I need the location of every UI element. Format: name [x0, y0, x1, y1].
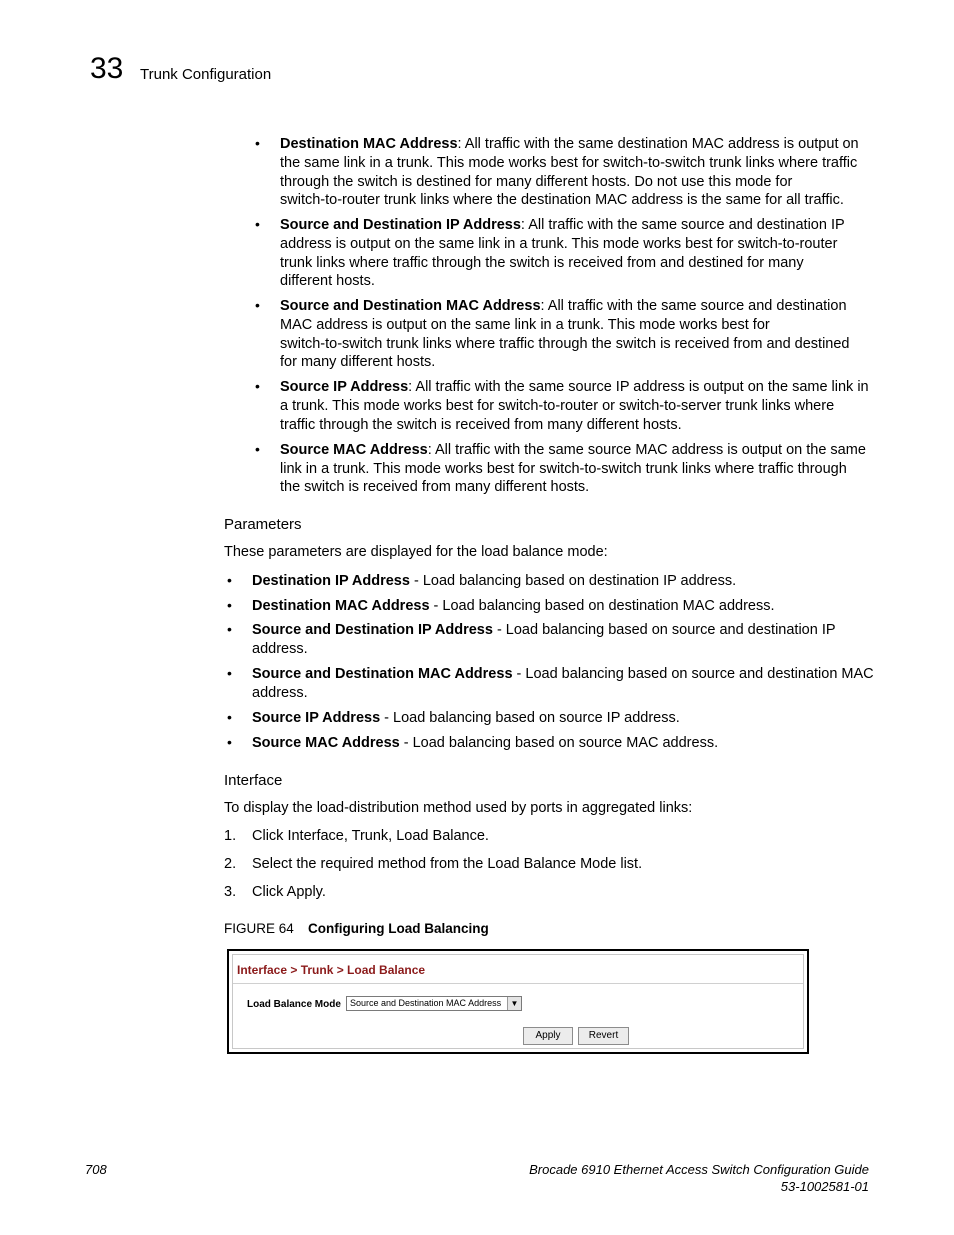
load-balance-panel: [232, 954, 804, 1049]
divider: [233, 983, 803, 984]
apply-button[interactable]: Apply: [523, 1027, 573, 1045]
bullet-dot: •: [255, 297, 260, 313]
text-line: traffic through the switch is received from many different hosts.: [280, 417, 682, 433]
chapter-title: Trunk Configuration: [140, 66, 272, 83]
figure-label: FIGURE 64: [224, 921, 294, 936]
step-text: Click Apply.: [252, 884, 326, 900]
interface-intro: To display the load-distribution method used by ports in aggregated links:: [224, 800, 693, 816]
text-line: Source MAC Address - Load balancing based on source MAC address.: [252, 735, 719, 751]
text-line: trunk links where traffic through the switch is received from and destined for many: [280, 255, 804, 271]
bullet-dot: •: [227, 621, 232, 637]
text-line: Destination IP Address - Load balancing based on destination IP address.: [252, 573, 737, 589]
text-line: Source and Destination IP Address: All traffic with the same source and destination IP: [280, 217, 845, 233]
bullet-dot: •: [227, 597, 232, 613]
step-number: 3.: [224, 884, 237, 900]
bullet-dot: •: [227, 734, 232, 750]
bullet-dot: •: [255, 135, 260, 151]
parameters-intro: These parameters are displayed for the load balance mode:: [224, 544, 608, 560]
text-line: Source IP Address: All traffic with the same source IP address is output on the same link in: [280, 379, 869, 395]
page-number: 708: [85, 1162, 107, 1177]
text-line: for many different hosts.: [280, 354, 436, 370]
document-number: 53-1002581-01: [780, 1179, 869, 1194]
bullet-dot: •: [227, 665, 232, 681]
text-line: address.: [252, 641, 308, 657]
text-line: Source and Destination MAC Address - Load balancing based on source and destination MAC: [252, 666, 874, 682]
load-balance-mode-select[interactable]: [346, 996, 522, 1011]
parameters-heading: Parameters: [224, 516, 302, 533]
bullet-dot: •: [255, 441, 260, 457]
text-line: Source MAC Address: All traffic with the same source MAC address is output on the same: [280, 442, 866, 458]
text-line: through the switch is destined for many different hosts. Do not use this mode for: [280, 174, 793, 190]
step-text: Select the required method from the Load Balance Mode list.: [252, 856, 643, 872]
text-line: Source and Destination MAC Address: All traffic with the same source and destination: [280, 298, 847, 314]
document-title: Brocade 6910 Ethernet Access Switch Configuration Guide: [529, 1162, 869, 1177]
breadcrumb: Interface > Trunk > Load Balance: [237, 963, 426, 977]
step-number: 2.: [224, 856, 237, 872]
figure-caption: [224, 921, 489, 936]
step-number: 1.: [224, 828, 237, 844]
text-line: switch-to-switch trunk links where traffic through the switch is received from and destined: [280, 336, 850, 352]
interface-heading: Interface: [224, 772, 283, 789]
figure-title: Configuring Load Balancing: [308, 921, 489, 936]
text-line: link in a trunk. This mode works best for switch-to-switch trunk links where traffic through: [280, 461, 847, 477]
text-line: MAC address is output on the same link in a trunk. This mode works best for: [280, 317, 770, 333]
text-line: Destination MAC Address - Load balancing based on destination MAC address.: [252, 598, 775, 614]
text-line: Destination MAC Address: All traffic with the same destination MAC address is output on: [280, 136, 859, 152]
step-text: Click Interface, Trunk, Load Balance.: [252, 828, 489, 844]
text-line: Source and Destination IP Address - Load balancing based on source and destination IP: [252, 622, 836, 638]
bullet-dot: •: [255, 216, 260, 232]
text-line: the same link in a trunk. This mode works best for switch-to-switch trunk links where traffic: [280, 155, 858, 171]
bullet-dot: •: [227, 709, 232, 725]
text-line: different hosts.: [280, 273, 375, 289]
text-line: address is output on the same link in a trunk. This mode works best for switch-to-router: [280, 236, 838, 252]
text-line: a trunk. This mode works best for switch-to-router or switch-to-server trunk links where: [280, 398, 835, 414]
text-line: address.: [252, 685, 308, 701]
chevron-down-icon[interactable]: ▼: [507, 997, 521, 1010]
text-line: Source IP Address - Load balancing based on source IP address.: [252, 710, 680, 726]
text-line: switch-to-router trunk links where the destination MAC address is the same for all traffic.: [280, 192, 844, 208]
load-balance-mode-label: Load Balance Mode: [247, 999, 341, 1010]
figure-frame: [227, 949, 809, 1054]
chapter-number: 33: [90, 52, 124, 85]
text-line: the switch is received from many different hosts.: [280, 479, 590, 495]
selected-value: Source and Destination MAC Address: [350, 998, 502, 1008]
bullet-dot: •: [255, 378, 260, 394]
revert-button[interactable]: Revert: [578, 1027, 629, 1045]
bullet-dot: •: [227, 572, 232, 588]
